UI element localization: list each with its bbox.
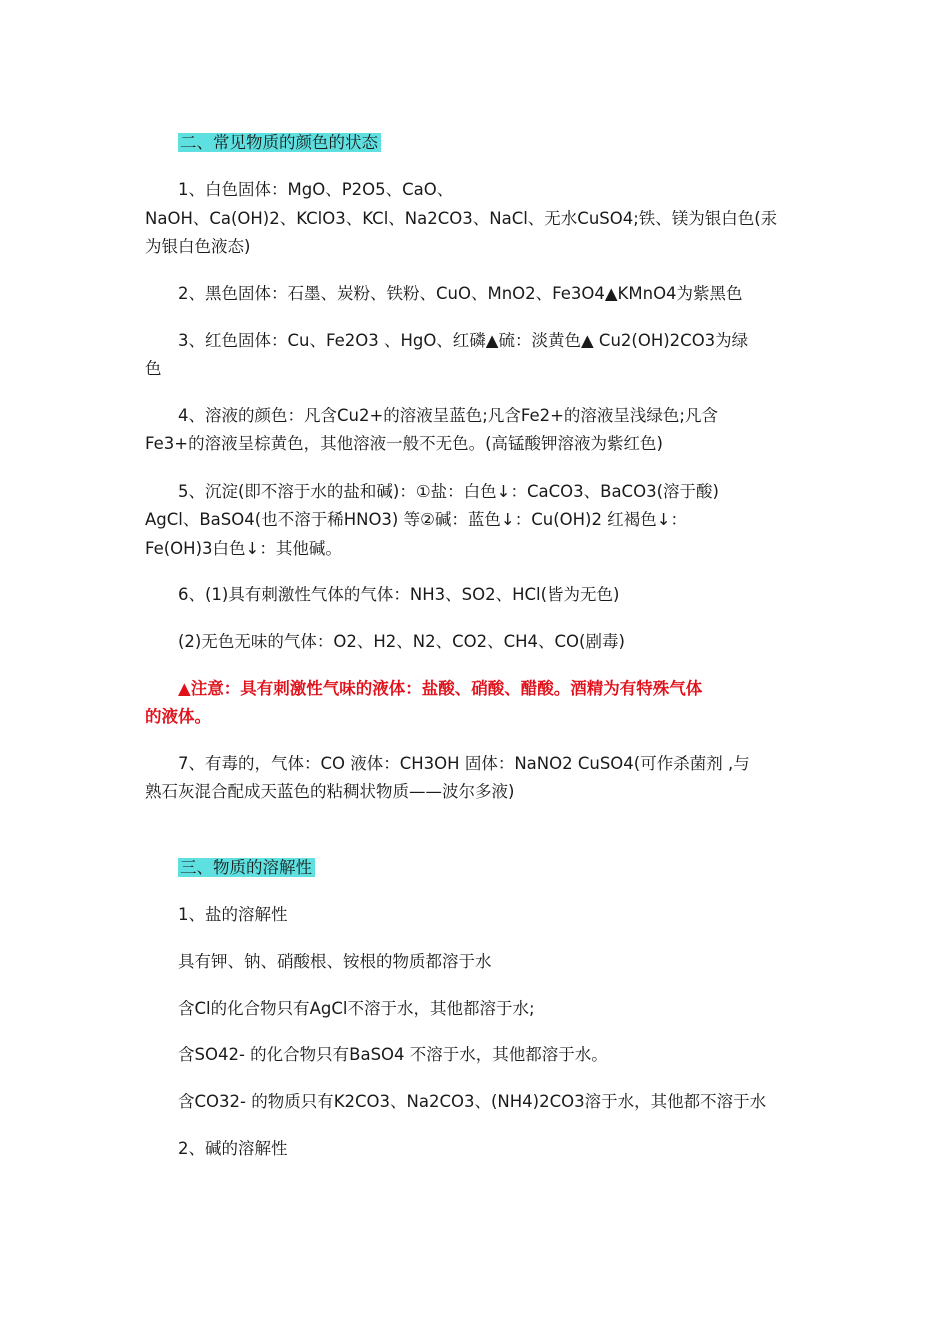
solubility-line-1: 具有钾、钠、硝酸根、铵根的物质都溶于水 — [178, 952, 492, 971]
p6a-line: 6、(1)具有刺激性气体的气体：NH3、SO2、HCl(皆为无色) — [178, 585, 620, 604]
s2-line: 2、碱的溶解性 — [178, 1139, 288, 1158]
p3-line-2: 色 — [145, 359, 162, 378]
section-heading-colors — [178, 129, 838, 157]
p4-line-1: 4、溶液的颜色：凡含Cu2+的溶液呈蓝色;凡含Fe2+的溶液呈浅绿色;凡含 — [178, 406, 718, 425]
p6b-line: (2)无色无味的气体：O2、H2、N2、CO2、CH4、CO(剧毒) — [178, 632, 625, 651]
p1-line-1: 1、白色固体：MgO、P2O5、CaO、 — [178, 180, 454, 199]
section-heading-solubility — [178, 854, 838, 882]
solubility-line-2: 含Cl的化合物只有AgCl不溶于水，其他都溶于水; — [178, 999, 535, 1018]
p7-line-2: 熟石灰混合配成天蓝色的粘稠状物质——波尔多液) — [145, 782, 515, 801]
p5-line-3: Fe(OH)3白色↓：其他碱。 — [145, 539, 342, 558]
heading-highlight: 二、常见物质的颜色的状态 — [178, 133, 381, 152]
solubility-line-3: 含SO42- 的化合物只有BaSO4 不溶于水，其他都溶于水。 — [178, 1045, 608, 1064]
note-line-2: 的液体。 — [145, 707, 211, 726]
note-line-1: ▲注意：具有刺激性气味的液体：盐酸、硝酸、醋酸。酒精为有特殊气体 — [178, 679, 703, 698]
p3-line-1: 3、红色固体：Cu、Fe2O3 、HgO、红磷▲硫：淡黄色▲ Cu2(OH)2CO3为绿 — [178, 331, 749, 350]
p5-line-2: AgCl、BaSO4(也不溶于稀HNO3) 等②碱：蓝色↓：Cu(OH)2 红褐色↓： — [145, 510, 688, 529]
p1-line-2: NaOH、Ca(OH)2、KClO3、KCl、Na2CO3、NaCl、无水CuSO4;铁、镁为银白色(汞 — [145, 209, 778, 228]
p2-line: 2、黑色固体：石墨、炭粉、铁粉、CuO、MnO2、Fe3O4▲KMnO4为紫黑色 — [178, 284, 743, 303]
p1-line-3: 为银白色液态) — [145, 237, 251, 256]
p5-line-1: 5、沉淀(即不溶于水的盐和碱)：①盐：白色↓：CaCO3、BaCO3(溶于酸) — [178, 482, 719, 501]
heading-highlight: 三、物质的溶解性 — [178, 858, 315, 877]
p4-line-2: Fe3+的溶液呈棕黄色，其他溶液一般不无色。(高锰酸钾溶液为紫红色) — [145, 434, 663, 453]
solubility-line-4: 含CO32- 的物质只有K2CO3、Na2CO3、(NH4)2CO3溶于水，其他都不溶于水 — [178, 1092, 767, 1111]
p7-line-1: 7、有毒的，气体：CO 液体：CH3OH 固体：NaNO2 CuSO4(可作杀菌剂 ,与 — [178, 754, 750, 773]
s1-line: 1、盐的溶解性 — [178, 905, 288, 924]
